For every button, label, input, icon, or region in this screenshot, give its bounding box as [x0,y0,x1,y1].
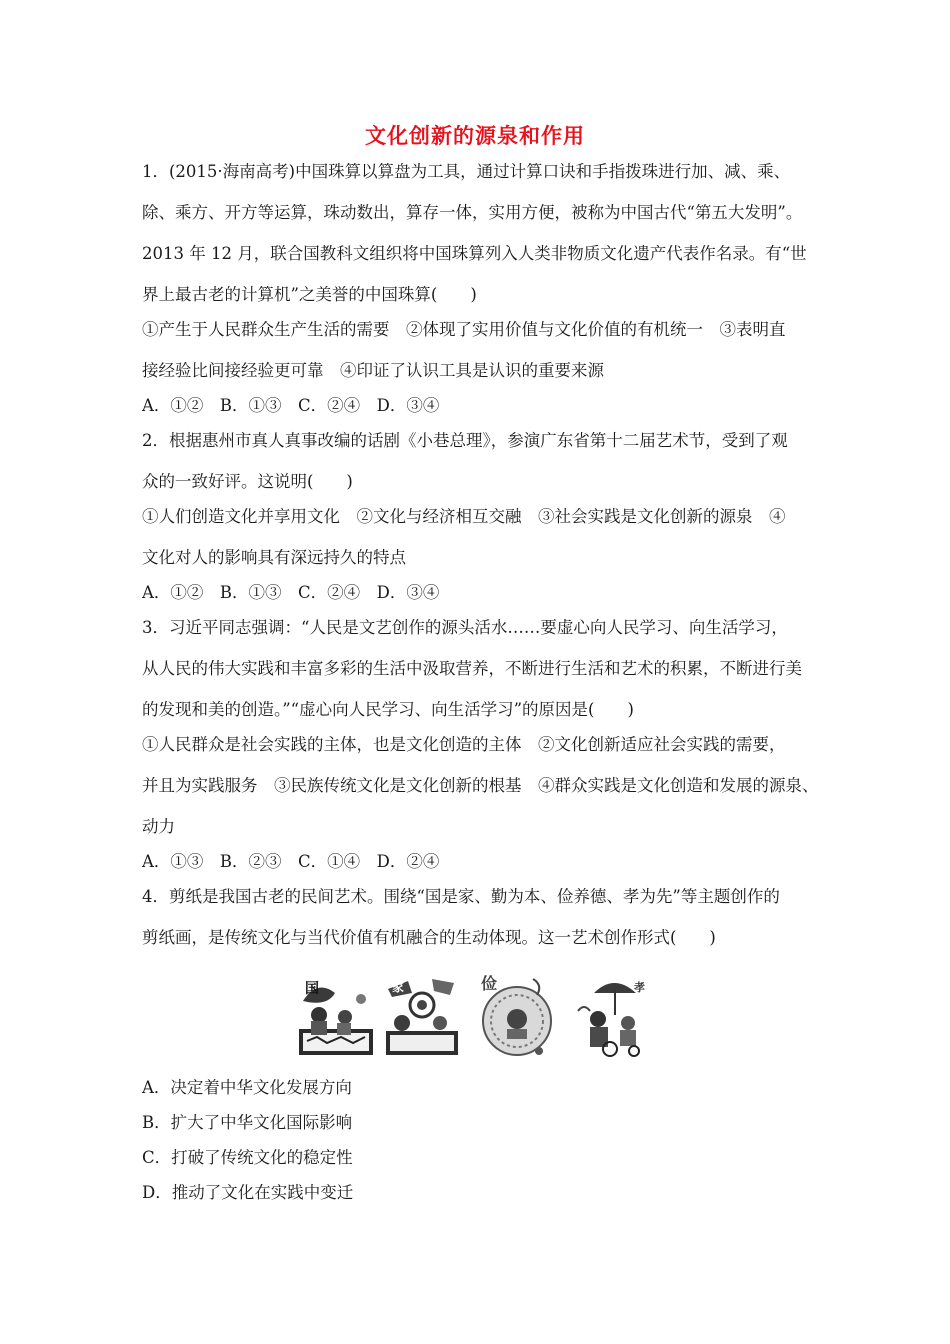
question-1-stem-line: 2013 年 12 月，联合国教科文组织将中国珠算列入人类非物质文化遗产代表作名录。有“世 [142,244,807,263]
question-3-stem-line: 的发现和美的创造。”“虚心向人民学习、向生活学习”的原因是( ) [142,700,634,719]
question-2 [142,429,842,604]
question-1-statement-line: ①产生于人民群众生产生活的需要 ②体现了实用价值与文化价值的有机统一 ③表明直 [142,320,786,339]
question-2-stem-line: 众的一致好评。这说明( ) [142,472,353,491]
papercut-illustration-3 [477,971,557,1059]
question-4-option-a: A．决定着中华文化发展方向 [142,1078,352,1097]
question-1-statement-line: 接经验比间接经验更可靠 ④印证了认识工具是认识的重要来源 [142,361,604,380]
papercut-illustration-2 [382,971,462,1059]
question-1-stem-line: 1．(2015·海南高考)中国珠算以算盘为工具，通过计算口诀和手指拨珠进行加、减、乘、 [142,162,791,181]
question-2-statement-line: ①人们创造文化并享用文化 ②文化与经济相互交融 ③社会实践是文化创新的源泉 ④ [142,507,786,526]
question-3-statement-line: 动力 [142,817,175,836]
question-1 [142,160,842,417]
question-2-stem-line: 2．根据惠州市真人真事改编的话剧《小巷总理》，参演广东省第十二届艺术节，受到了观 [142,431,788,450]
question-4-stem-line: 4．剪纸是我国古老的民间艺术。围绕“国是家、勤为本、俭养德、孝为先”等主题创作的 [142,887,780,906]
question-3-statement-line: ①人民群众是社会实践的主体，也是文化创造的主体 ②文化创新适应社会实践的需要， [142,735,786,754]
question-2-statement-line: 文化对人的影响具有深远持久的特点 [142,548,406,567]
question-4-option-d: D．推动了文化在实践中变迁 [142,1183,354,1202]
papercut-text-4: 孝 [634,981,645,994]
question-1-options: A．①② B．①③ C．②④ D．③④ [142,396,440,415]
question-4-stem-line: 剪纸画，是传统文化与当代价值有机融合的生动体现。这一艺术创作形式( ) [142,928,716,947]
document-body [142,160,842,1204]
papercut-illustration-4 [574,971,654,1059]
question-3-stem-line: 3．习近平同志强调：“人民是文艺创作的源头活水……要虚心向人民学习、向生活学习， [142,618,788,637]
page-title: 文化创新的源泉和作用 [365,124,585,148]
papercut-illustration-1 [297,971,377,1059]
question-1-stem-line: 除、乘方、开方等运算，珠动数出，算存一体，实用方便，被称为中国古代“第五大发明”。 [142,203,803,222]
question-4-option-c: C．打破了传统文化的稳定性 [142,1148,353,1167]
question-4 [142,885,842,1204]
papercut-image-2 [382,971,462,1059]
question-3-options: A．①③ B．②③ C．①④ D．②④ [142,852,440,871]
papercut-image-1 [297,971,377,1059]
papercut-text-3: 俭 [481,974,498,993]
question-2-options: A．①② B．①③ C．②④ D．③④ [142,583,440,602]
papercut-image-3 [477,971,557,1059]
papercut-image-4 [574,971,654,1059]
papercut-image-row [142,971,842,1061]
papercut-text-2: 家 [392,980,405,994]
papercut-text-1: 国 [305,981,319,997]
question-3-statement-line: 并且为实践服务 ③民族传统文化是文化创新的根基 ④群众实践是文化创造和发展的源泉、 [142,776,819,795]
question-3-stem-line: 从人民的伟大实践和丰富多彩的生活中汲取营养，不断进行生活和艺术的积累，不断进行美 [142,659,802,678]
question-1-stem-line: 界上最古老的计算机”之美誉的中国珠算( ) [142,285,477,304]
question-4-option-b: B．扩大了中华文化国际影响 [142,1113,353,1132]
question-3 [142,616,842,873]
